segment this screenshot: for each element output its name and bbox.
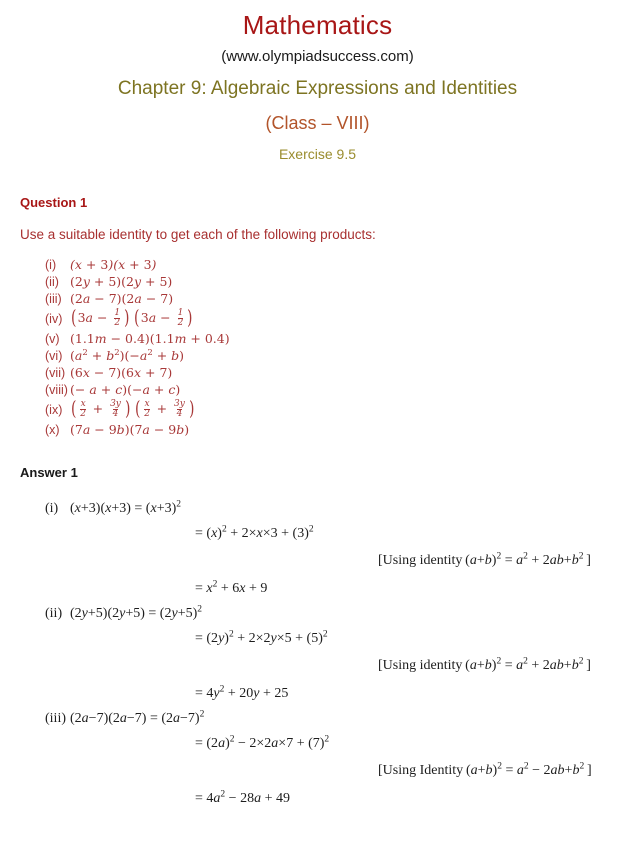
answer-line-2: = $(2y)^2 + 2\times 2y\times 5 + (5)^2$ (195, 629, 328, 646)
list-item-expression: $(a^2 + b^2)(-a^2 + b)$ (70, 347, 185, 363)
list-item-expression: (2y + 5)(2y + 5) (70, 274, 173, 289)
question-prompt: Use a suitable identity to get each of the following products: (20, 227, 376, 242)
answer-part-number: (ii) (45, 606, 63, 621)
answer-line-3: = $4a^2 - 28a + 49$ (195, 789, 290, 806)
answer-identity-note-row (20, 651, 635, 681)
answer-heading: Answer 1 (20, 465, 78, 480)
answer-line-3-row (20, 576, 635, 601)
answer-identity-note-row (20, 546, 635, 576)
list-item-number: (x) (45, 422, 60, 437)
answer-part (20, 496, 635, 521)
answer-identity-note: [Using identity $(a+b)^2 = a^2 + 2ab+b^2$ ] (378, 551, 591, 568)
question-heading: Question 1 (20, 195, 88, 210)
answer-line-1: $(x+3)(x+3) = (x+3)^2$ (70, 499, 182, 516)
site-url-line: (www.olympiadsuccess.com) (221, 48, 414, 65)
answer-line-2-row (20, 731, 635, 756)
list-item-expression: (7a − 9b)(7a − 9b) (70, 422, 190, 437)
answer-line-2: = $(2a)^2 - 2\times 2a\times 7 + (7)^2$ (195, 734, 330, 751)
list-item-number: (v) (45, 331, 60, 346)
answer-part (20, 706, 635, 731)
list-item-number: (vii) (45, 365, 66, 380)
answer-part-number: (iii) (45, 711, 66, 726)
answer-line-2-row (20, 521, 635, 546)
list-item-expression: (− a + c)(−a + c) (70, 382, 181, 397)
answer-line-3: = $4y^2 + 20y + 25$ (195, 684, 289, 701)
answer-line-1: $(2y+5)(2y+5) = (2y+5)^2$ (70, 604, 203, 621)
page-title: Mathematics (242, 10, 393, 40)
answer-part-number: (i) (45, 501, 59, 516)
list-item (20, 398, 635, 421)
list-item-number: (iii) (45, 291, 62, 306)
list-item-expression: (1.1m − 0.4)(1.1m + 0.4) (70, 331, 230, 346)
list-item (20, 364, 635, 381)
answer-line-3-row (20, 786, 635, 811)
list-item-number: (viii) (45, 382, 68, 397)
question-section (0, 168, 635, 438)
list-item-number: (ix) (45, 402, 63, 417)
answer-line-3: = $x^2 + 6x + 9$ (195, 579, 268, 596)
list-item (20, 421, 635, 438)
answer-line-2-row (20, 626, 635, 651)
list-item-number: (iv) (45, 311, 63, 326)
answer-identity-note: [Using identity $(a+b)^2 = a^2 + 2ab+b^2$ ] (378, 656, 591, 673)
list-item (20, 290, 635, 307)
list-item-expression: ( $\frac{x}{2}$ + $\frac{3y}{4}$ ) ( $\frac{x}{2}$ + $\frac{3y}{4}$ ) (71, 397, 195, 421)
list-item (20, 347, 635, 364)
answer-identity-note: [Using Identity $(a+b)^2 = a^2 - 2ab+b^2$ ] (378, 761, 592, 778)
list-item-expression: (6x − 7)(6x + 7) (70, 365, 173, 380)
list-item (20, 381, 635, 398)
list-item-expression: (2a − 7)(2a − 7) (70, 291, 174, 306)
list-item (20, 307, 635, 330)
document-header (0, 0, 635, 168)
answer-line-2: = $(x)^2 + 2\times x\times 3 + (3)^2$ (195, 524, 314, 541)
list-item (20, 330, 635, 347)
list-item (20, 273, 635, 290)
list-item-expression: (3a − $\frac{1}{2}$ ) (3a − $\frac{1}{2}$ ) (71, 306, 193, 330)
class-label: (Class – VIII) (265, 113, 370, 133)
list-item (20, 256, 635, 273)
answer-line-1: $(2a-7)(2a-7) = (2a-7)^2$ (70, 709, 205, 726)
answer-identity-note-row (20, 756, 635, 786)
question-items-list (20, 244, 635, 438)
chapter-title: Chapter 9: Algebraic Expressions and Identities (117, 78, 518, 99)
answer-line-3-row (20, 681, 635, 706)
answer-part (20, 601, 635, 626)
answer-section (0, 438, 635, 811)
exercise-label: Exercise 9.5 (278, 146, 357, 162)
list-item-number: (ii) (45, 274, 59, 289)
list-item-expression: (x + 3)(x + 3) (70, 257, 157, 272)
list-item-number: (vi) (45, 348, 63, 363)
list-item-number: (i) (45, 257, 57, 272)
answer-body (20, 482, 635, 811)
